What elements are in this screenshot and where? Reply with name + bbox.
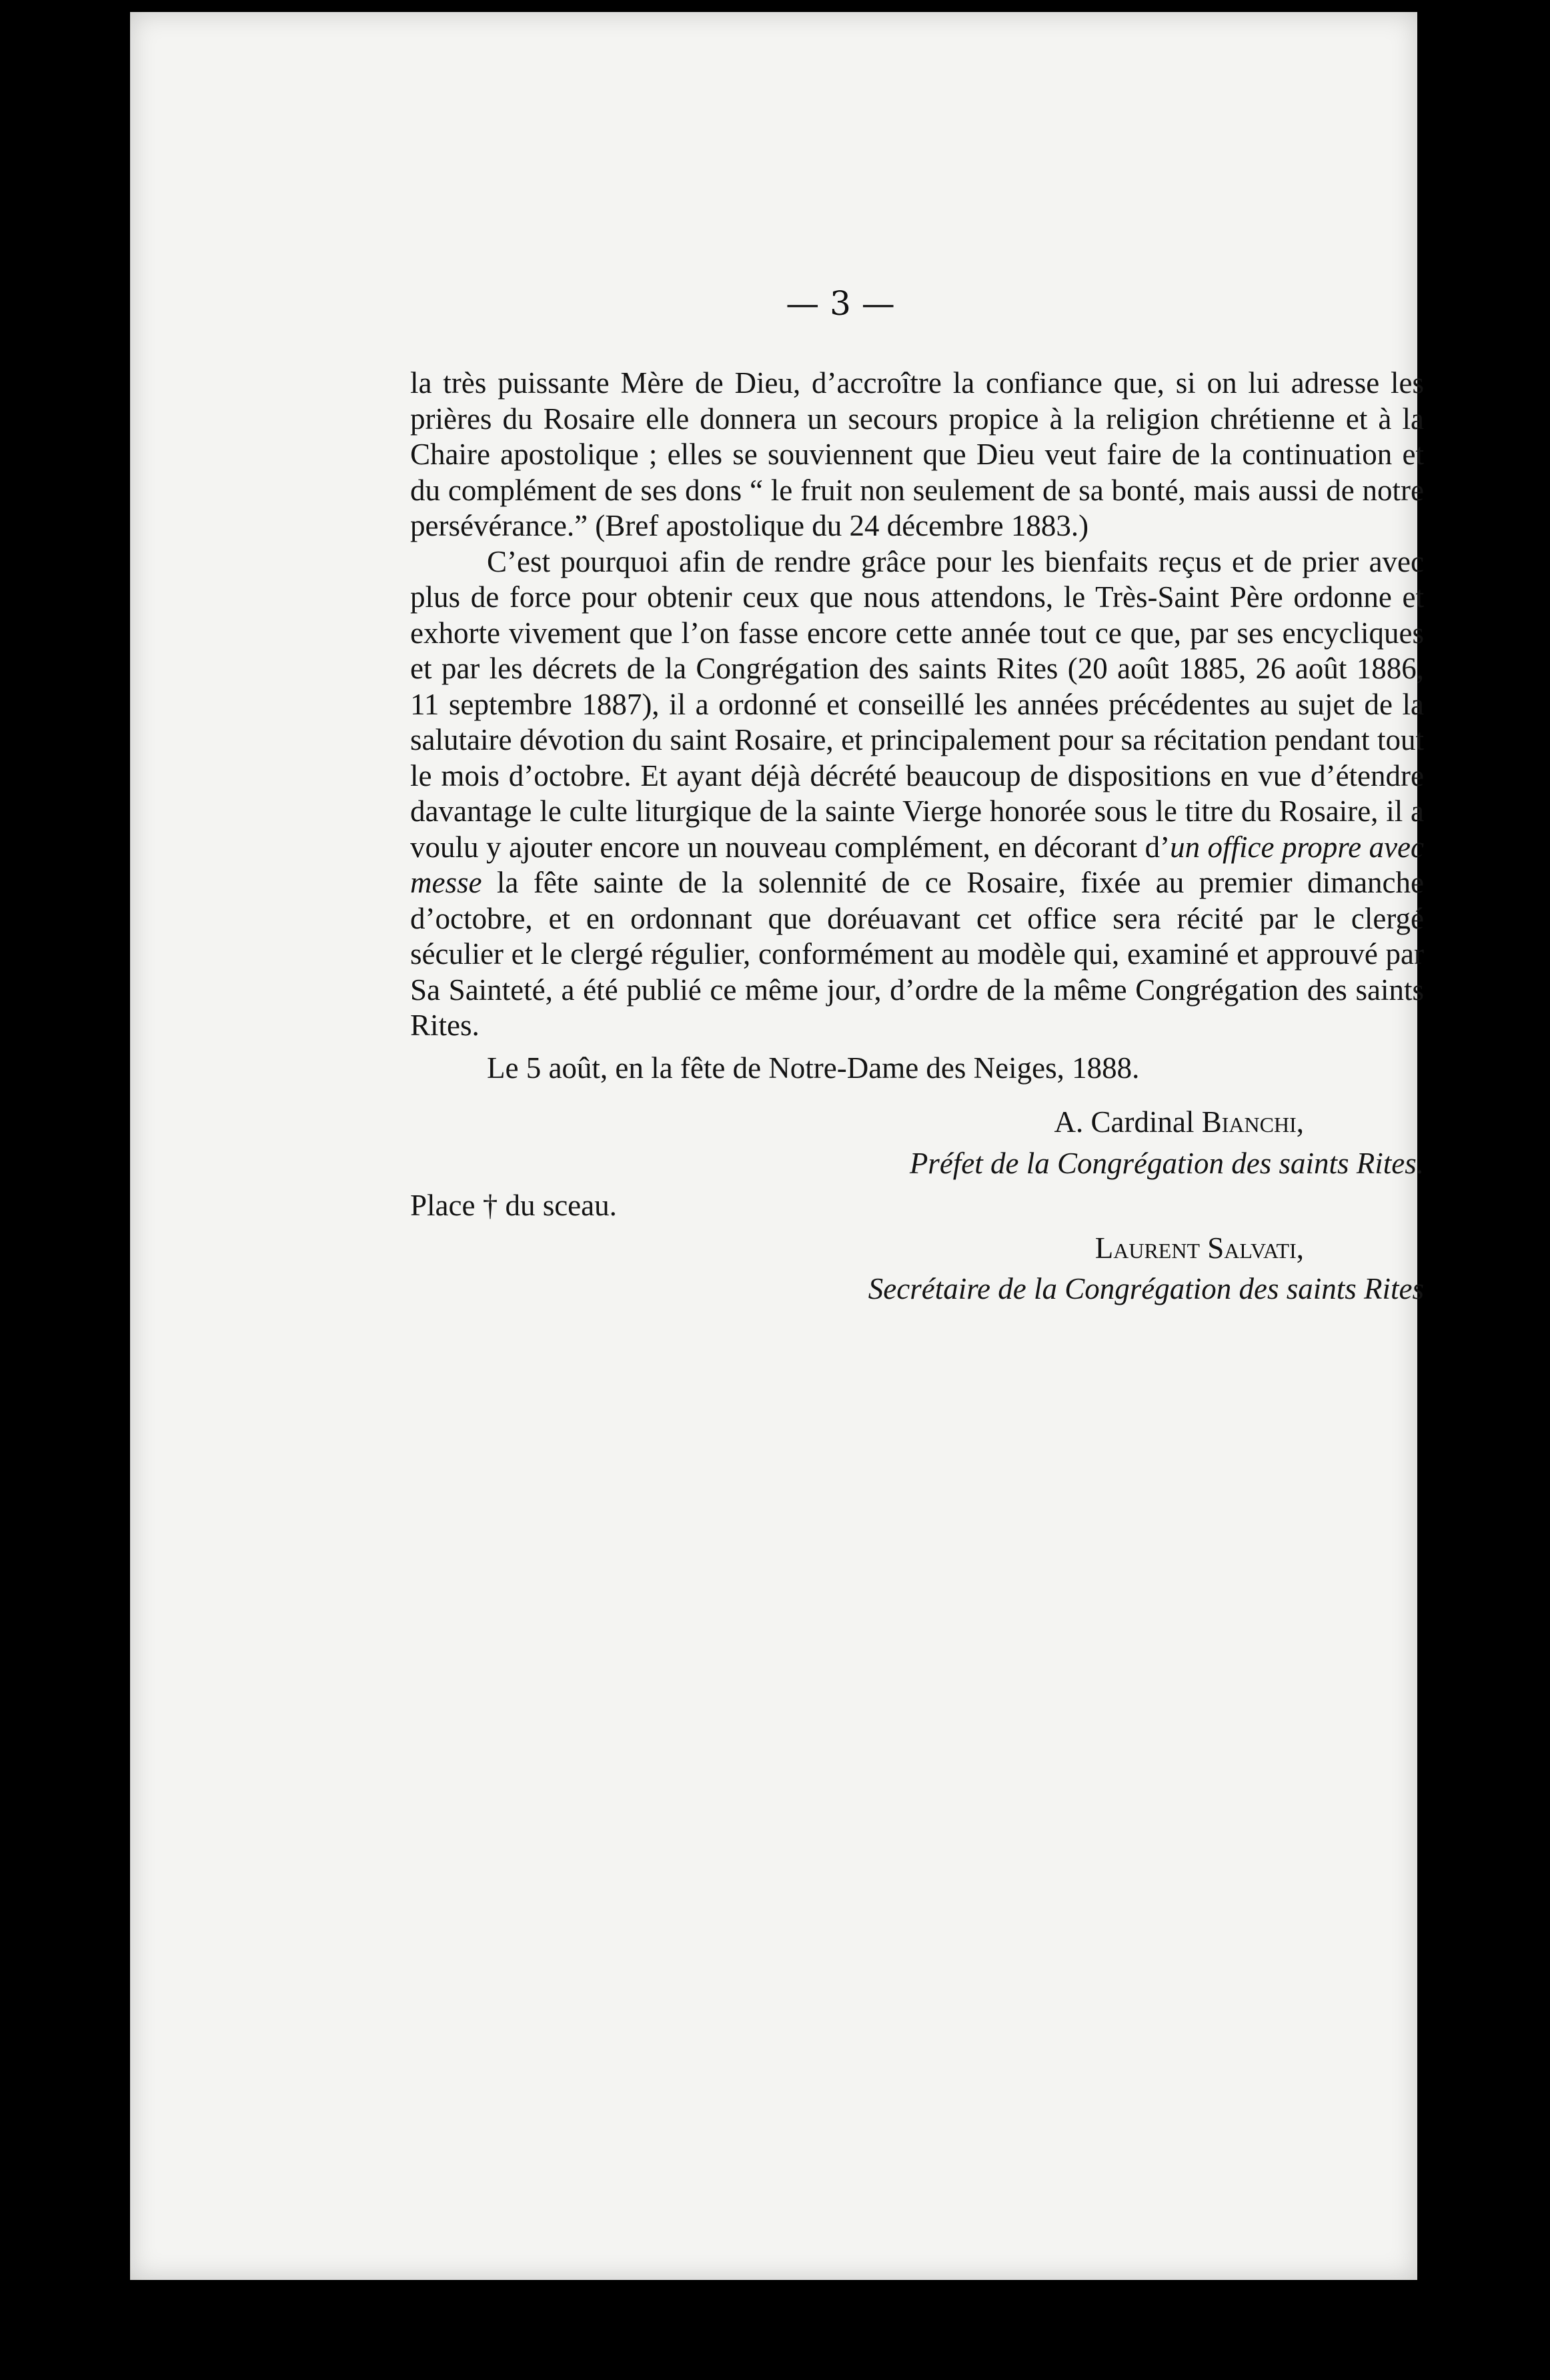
paragraph-1: la très puissante Mère de Dieu, d’accroître la confiance que, si on lui adresse les prières du Rosaire elle donnera un secours propice à la religion chrétienne et à la Chaire apostolique ; elles se souviennent que Dieu veut faire de la continuation et du complément de ses dons “ le fruit non seulement de sa bonté, mais aussi de notre persévérance.” (Bref apostolique du 24 décembre 1883.) bbox=[410, 366, 1424, 542]
document-page bbox=[130, 12, 1425, 2280]
italic-phrase: un office propre avec messe bbox=[410, 830, 1424, 899]
paragraph-2-text: C’est pourquoi afin de rendre grâce pour les bienfaits reçus et de prier avec plus de force pour obtenir ceux que nous attendons, le Très-Saint Père ordonne et exhorte vivement que l’on fasse encore cette année tout ce que, par ses encycliques et par les décrets de la Congrégation des saints Rites (20 août 1885, 26 août 1886, 11 septembre 1887), il a ordonné et conseillé les années précédentes au sujet de la salutaire dévotion du saint Rosaire, et principalement pour sa récitation pendant tout le mois d’octobre. Et ayant déjà décrété beaucoup de dispositions en vue d’étendre davantage le culte liturgique de la sainte Vierge honorée sous le titre du Rosaire, il a voulu y ajouter encore un nouveau complément, en décorant d’ bbox=[410, 544, 1424, 864]
cardinal-name: Bianchi, bbox=[1201, 1105, 1304, 1139]
body-text bbox=[410, 366, 1424, 1307]
paragraph-2 bbox=[410, 544, 1424, 1044]
cardinal-title: Préfet de la Congrégation des saints Rites. bbox=[909, 1146, 1424, 1180]
date-line: Le 5 août, en la fête de Notre-Dame des Neiges, 1888. bbox=[487, 1051, 1140, 1085]
spacer bbox=[410, 1086, 1424, 1105]
page-number: — 3 — bbox=[786, 284, 895, 323]
cardinal-prefix: A. Cardinal bbox=[1054, 1105, 1202, 1139]
paragraph-2-continuation: la fête sainte de la solennité de ce Rosaire, fixée au premier dimanche d’octobre, et en ordonnant que doréuavant cet office sera récité par le clergé séculier et le clergé régulier, conformément au modèle qui, examiné et approuvé par Sa Sainteté, a été publié ce même jour, d’ordre de la même Congrégation des saints Rites. bbox=[410, 866, 1425, 1042]
secretary-signature: Laurent Salvati, bbox=[1094, 1231, 1304, 1265]
cardinal-signature bbox=[410, 1105, 1424, 1141]
seal-line: Place † du sceau. bbox=[410, 1189, 617, 1222]
secretary-title: Secrétaire de la Congrégation des saints Rites bbox=[868, 1272, 1424, 1305]
